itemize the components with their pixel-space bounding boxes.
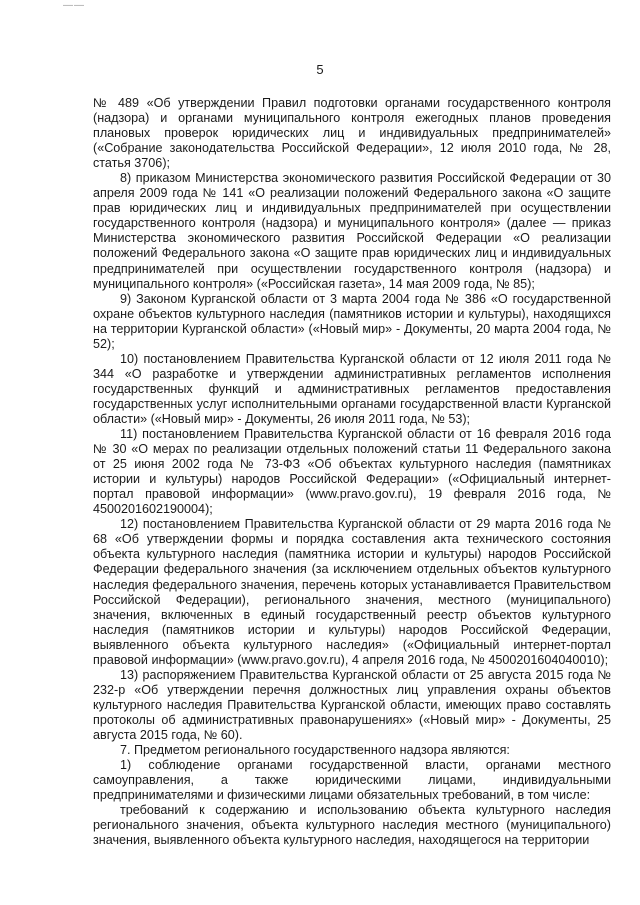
paragraph-item-10: 10) постановлением Правительства Курганской области от 12 июля 2011 года № 344 «О разработке и утверждении административных регламентов исполнения государственных функций и административных регламентов предоставления государственных услуг исполнительными органами государственной власти Курганской области» («Новый мир» - Документы, 26 июля 2011 года, № 53); xyxy=(93,351,611,426)
paragraph-requirements: требований к содержанию и использованию объекта культурного наследия регионального значения, объекта культурного наследия местного (муниципального) значения, выявленного объекта культурного наследия, находящегося на территории xyxy=(93,803,611,848)
paragraph-item-9: 9) Законом Курганской области от 3 марта 2004 года № 386 «О государственной охране объектов культурного наследия (памятников истории и культуры), находящихся на территории Курганской области» («Новый мир» - Документы, 20 марта 2004 года, № 52); xyxy=(93,291,611,351)
paragraph-continuation: № 489 «Об утверждении Правил подготовки органами государственного контроля (надзора) и органами муниципального контроля ежегодных планов проведения плановых проверок юридических лиц и индивидуальных предпринимателей» («Собрание законодательства Российской Федерации», 12 июля 2010 года, № 28, статья 3706); xyxy=(93,96,611,171)
paragraph-item-11: 11) постановлением Правительства Курганской области от 16 февраля 2016 года № 30 «О мерах по реализации отдельных положений статьи 11 Федерального закона от 25 июня 2002 года № 73-ФЗ «Об объектах культурного наследия (памятниках истории и культуры) народов Российской Федерации» («Официальный интернет-портал правовой информации» (www.pravo.gov.ru), 19 февраля 2016 года, № 4500201602190004); xyxy=(93,427,611,517)
paragraph-item-13: 13) распоряжением Правительства Курганской области от 25 августа 2015 года № 232-р «Об утверждении перечня должностных лиц управления охраны объектов культурного наследия Правительства Курганской области, имеющих право составлять протоколы об административных правонарушениях» («Новый мир» - Документы, 25 августа 2015 года, № 60). xyxy=(93,667,611,742)
document-body xyxy=(93,96,611,848)
paragraph-section-7: 7. Предметом регионального государственного надзора являются: xyxy=(120,743,510,758)
paragraph-item-8: 8) приказом Министерства экономического развития Российской Федерации от 30 апреля 2009 года № 141 «О реализации положений Федерального закона «О защите прав юридических лиц и индивидуальных предпринимателей при осуществлении государственного контроля (надзора) и муниципального контроля» (далее — приказ Министерства экономического развития Российской Федерации «О реализации положений Федерального закона «О защите прав юридических лиц и индивидуальных предпринимателей при осуществлении государственного контроля (надзора) и муниципального контроля» («Российская газета», 14 мая 2009 года, № 85); xyxy=(93,171,611,291)
paragraph-subitem-1: 1) соблюдение органами государственной власти, органами местного самоуправления, а также юридическими лицами, индивидуальными предпринимателями и физическими лицами обязательных требований, в том числе: xyxy=(93,758,611,803)
page-number: 5 xyxy=(316,62,324,77)
header-mark: —— xyxy=(63,0,85,11)
paragraph-item-12: 12) постановлением Правительства Курганской области от 29 марта 2016 года № 68 «Об утверждении формы и порядка составления акта технического состояния объекта культурного наследия (памятника истории и культуры) народов Российской Федерации федерального значения (за исключением отдельных объектов культурного наследия федерального значения, перечень которых устанавливается Правительством Российской Федерации), регионального значения, местного (муниципального) значения, включенных в единый государственный реестр объектов культурного наследия (памятников истории и культуры) народов Российской Федерации, выявленного объекта культурного наследия» («Официальный интернет-портал правовой информации» (www.pravo.gov.ru), 4 апреля 2016 года, № 4500201604040010); xyxy=(93,517,611,667)
